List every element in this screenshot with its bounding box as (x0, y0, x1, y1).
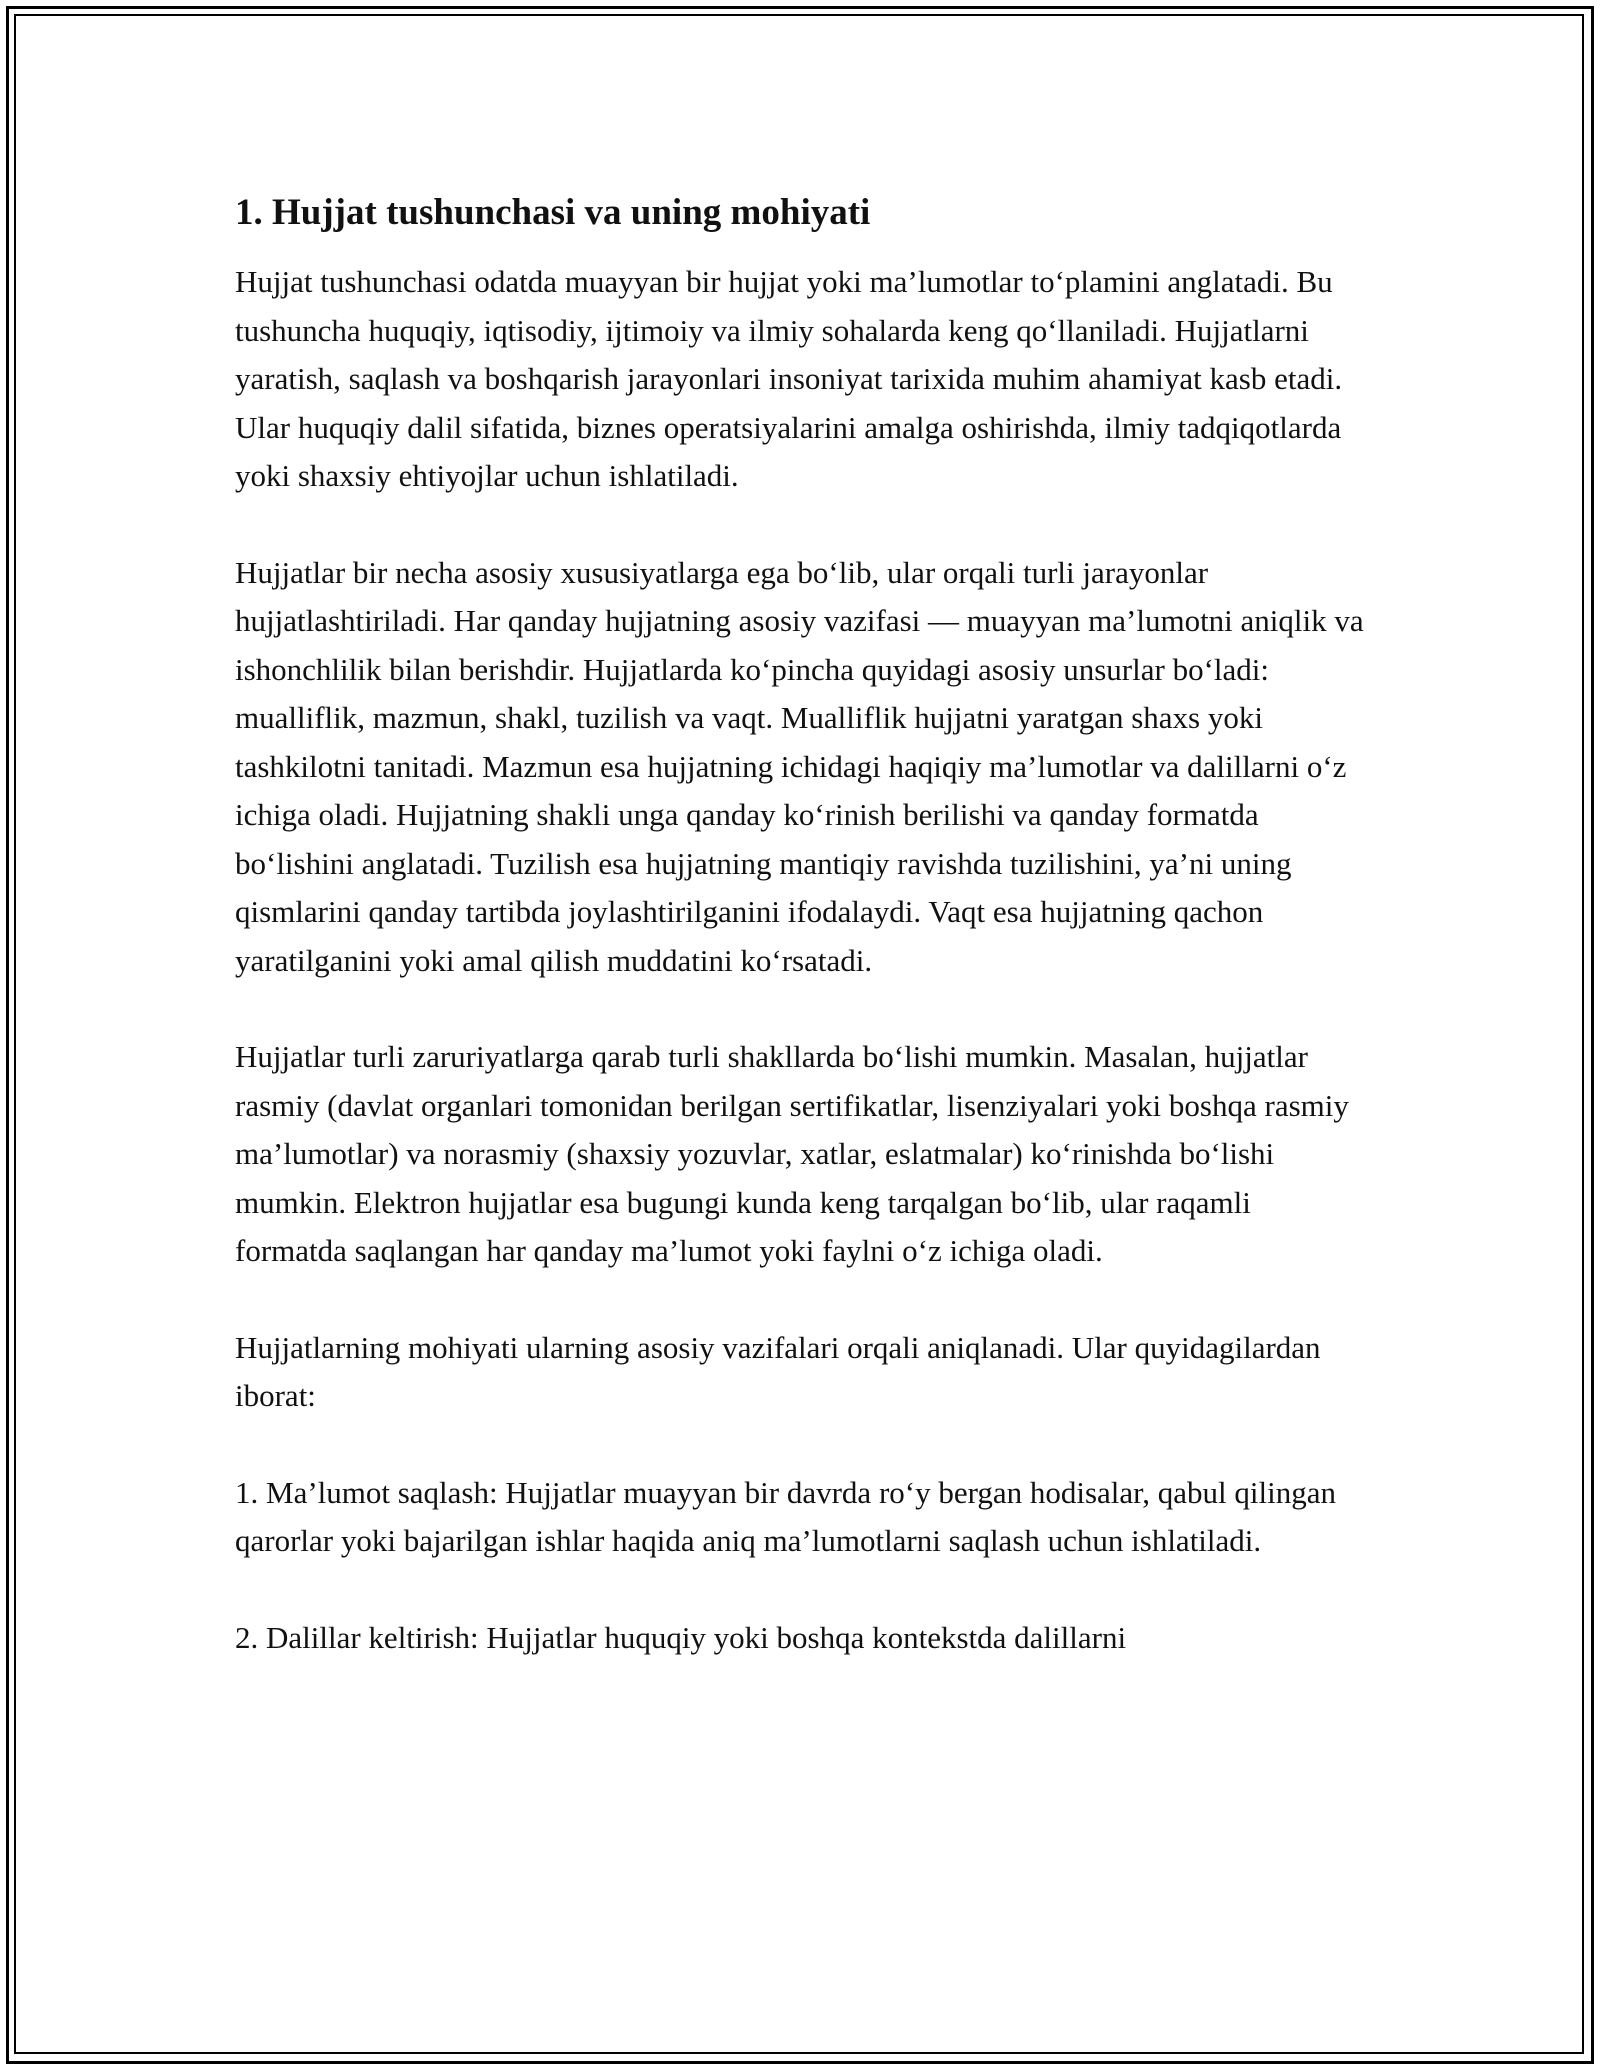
list-item-evidence: 2. Dalillar keltirish: Hujjatlar huquqiy yoki boshqa kontekstda dalillarni (235, 1619, 1127, 1655)
paragraph-essence: Hujjatlarning mohiyati ularning asosiy vazifalari orqali aniqlanadi. Ular quyidagilardan iborat: (235, 1329, 1321, 1413)
paragraph-forms: Hujjatlar turli zaruriyatlarga qarab turli shakllarda bo‘lishi mumkin. Masalan, hujjatlar rasmiy (davlat organlari tomonidan berilgan sertifikatlar, lisenziyalari yoki boshqa rasmiy ma’lumotlar) va norasmiy (shaxsiy yozuvlar, xatlar, eslatmalar) ko‘rinishda bo‘lishi mumkin. Elektron hujjatlar esa bugungi kunda keng tarqalgan bo‘lib, ular raqamli formatda saqlangan har qanday ma’lumot yoki faylni o‘z ichiga oladi. (235, 1039, 1349, 1268)
paragraph-features: Hujjatlar bir necha asosiy xususiyatlarga ega bo‘lib, ular orqali turli jarayonlar hujjatlashtiriladi. Har qanday hujjatning asosiy vazifasi — muayyan ma’lumotni aniqlik va ishonchlilik bilan berishdir. Hujjatlarda ko‘pincha quyidagi asosiy unsurlar bo‘ladi: mualliflik, mazmun, shakl, tuzilish va vaqt. Mualliflik hujjatni yaratgan shaxs yoki tashkilotni tanitadi. Mazmun esa hujjatning ichidagi haqiqiy ma’lumotlar va dalillarni o‘z ichiga oladi. Hujjatning shakli unga qanday ko‘rinish berilishi va qanday formatda bo‘lishini anglatadi. Tuzilish esa hujjatning mantiqiy ravishda tuzilishini, ya’ni uning qismlarini qanday tartibda joylashtirilganini ifodalaydi. Vaqt esa hujjatning qachon yaratilganini yoki amal qilish muddatini ko‘rsatadi. (235, 554, 1364, 978)
paragraph-definition: Hujjat tushunchasi odatda muayyan bir hujjat yoki ma’lumotlar to‘plamini anglatadi. Bu tushuncha huquqiy, iqtisodiy, ijtimoiy va ilmiy sohalarda keng qo‘llaniladi. Hujjatlarni yaratish, saqlash va boshqarish jarayonlari insoniyat tarixida muhim ahamiyat kasb etadi. Ular huquqiy dalil sifatida, biznes operatsiyalarini amalga oshirishda, ilmiy tadqiqotlarda yoki shaxsiy ehtiyojlar uchun ishlatiladi. (235, 264, 1343, 493)
section-heading: 1. Hujjat tushunchasi va uning mohiyati (235, 192, 871, 233)
list-item-data-storage: 1. Ma’lumot saqlash: Hujjatlar muayyan bir davrda ro‘y bergan hodisalar, qabul qilingan qarorlar yoki bajarilgan ishlar haqida aniq ma’lumotlarni saqlash uchun ishlatiladi. (235, 1474, 1336, 1558)
document-body (235, 188, 1365, 1662)
